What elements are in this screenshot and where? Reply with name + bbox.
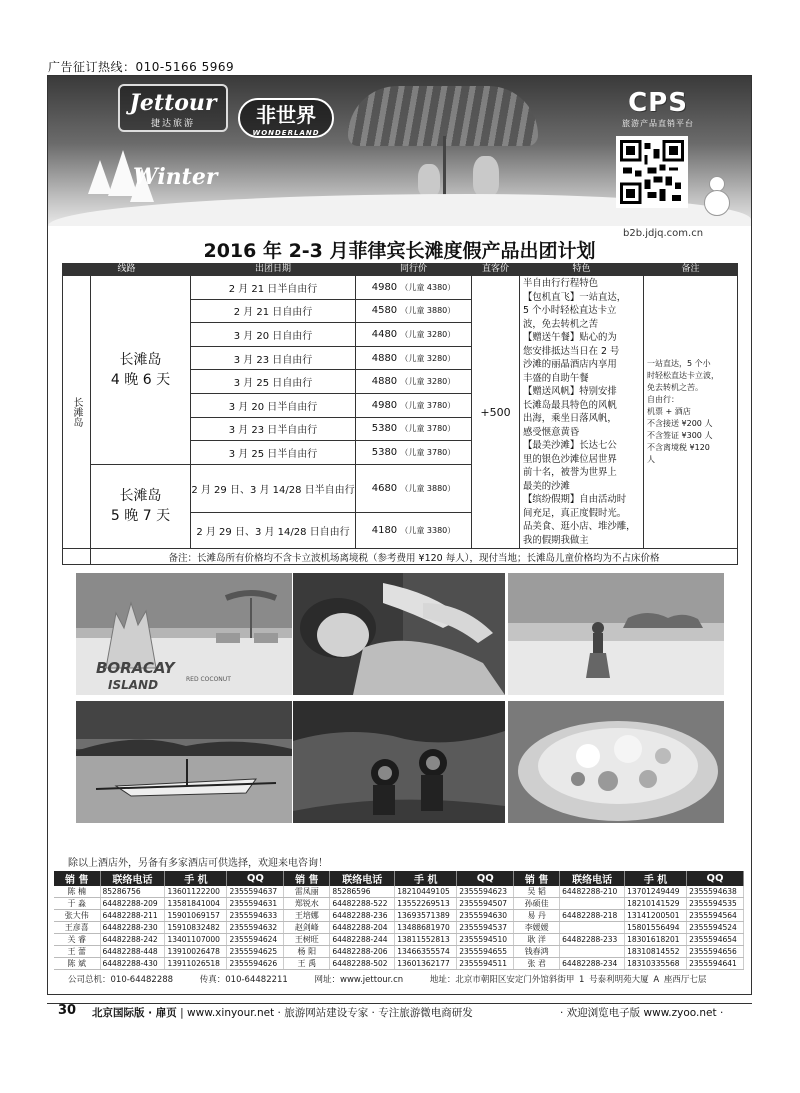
sales-name: 吴 韬	[514, 886, 560, 898]
tour-type: 自由行	[282, 354, 313, 366]
table-note: 备注：长滩岛所有价格均不含卡立波机场离境税（参考费用 ¥120 每人），现付当地；长滩岛儿童价格均为不占床价格	[91, 549, 738, 565]
sales-qq: 2355594510	[457, 934, 514, 946]
route-group-5n7d	[91, 464, 191, 548]
sales-qq: 2355594630	[457, 910, 514, 922]
table-row	[54, 922, 744, 934]
sales-mobile[interactable]: 13701249449	[625, 886, 687, 898]
child-price: （儿童 3280）	[400, 353, 456, 363]
sales-qq: 2355594656	[687, 946, 744, 958]
peer-price	[356, 299, 472, 323]
sales-qq: 2355594537	[457, 922, 514, 934]
footer-divider	[47, 1003, 752, 1004]
sales-phone[interactable]: 64482288-448	[100, 946, 165, 958]
table-row	[63, 276, 738, 300]
peer-price	[356, 513, 472, 549]
sales-name: 王树旺	[284, 934, 330, 946]
sales-contacts-table	[54, 871, 744, 970]
header-features: 特色	[520, 264, 644, 276]
feature-line: 出海，乘坐日落风帆，	[523, 413, 617, 424]
sales-phone[interactable]: 64482288-218	[560, 910, 625, 922]
sales-phone[interactable]: 85286756	[100, 886, 165, 898]
feature-line: 最美的沙滩	[523, 480, 570, 492]
date-text: 3 月 23 日	[233, 354, 283, 366]
tour-type: 自由行	[319, 527, 350, 538]
sales-phone[interactable]: 85286596	[330, 886, 395, 898]
sales-header: 手 机	[625, 871, 687, 886]
departure-date	[191, 346, 356, 370]
table-row	[54, 958, 744, 970]
sales-phone[interactable]	[560, 946, 625, 958]
sales-name: 赵剑峰	[284, 922, 330, 934]
header-peer-price: 同行价	[356, 264, 472, 276]
footer-right-text[interactable]: · 欢迎浏览电子版 www.zyoo.net ·	[560, 1007, 724, 1019]
sales-phone[interactable]: 64482288-522	[330, 898, 395, 910]
departure-date	[191, 323, 356, 347]
date-text: 3 月 25 日	[228, 448, 278, 460]
company-phone[interactable]: 公司总机：010-64482288	[68, 975, 174, 985]
departure-date	[191, 464, 356, 512]
header-remarks: 备注	[644, 264, 738, 276]
photo-sandcastle	[76, 573, 292, 695]
sales-phone[interactable]: 64482288-210	[560, 886, 625, 898]
wonderland-logo-sub: WONDERLAND	[252, 129, 320, 137]
date-text: 2 月 29 日、3 月 14/28 日	[191, 484, 315, 496]
feature-line: 【缤纷假期】自由活动时	[523, 494, 627, 505]
footer-left-text[interactable]: www.xinyour.net · 旅游网站建设专家 · 专注旅游微电商研发	[187, 1007, 473, 1019]
departure-date	[191, 276, 356, 300]
sales-name: 钱春鸿	[514, 946, 560, 958]
sales-mobile[interactable]: 13601362177	[395, 958, 457, 970]
departure-date	[191, 370, 356, 394]
page-number: 30	[58, 1003, 77, 1018]
sales-mobile[interactable]: 15801556494	[625, 922, 687, 934]
child-price: （儿童 3880）	[400, 483, 456, 493]
umbrella-pole	[443, 136, 446, 196]
sales-mobile[interactable]: 13488681970	[395, 922, 457, 934]
remarks-cell	[644, 276, 738, 549]
sales-name: 雷凤丽	[284, 886, 330, 898]
sales-mobile[interactable]: 18310335568	[625, 958, 687, 970]
remark-line: 机票 + 酒店	[647, 407, 691, 416]
remark-line: 时轻松直达卡立波，	[647, 371, 719, 380]
date-text: 2 月 21 日	[233, 307, 283, 319]
sales-header: QQ	[687, 871, 744, 886]
header-direct-price: 直客价	[472, 264, 520, 276]
feature-line: 【赠送午餐】贴心的为	[523, 332, 617, 343]
remark-line: 不含接送 ¥200 人	[647, 419, 713, 428]
route-group-duration: 5 晚 7 天	[110, 508, 171, 525]
price-value: 4980	[371, 281, 398, 293]
sandcastle-text-2: ISLAND	[108, 678, 159, 692]
sales-mobile[interactable]: 18210449105	[395, 886, 457, 898]
sales-qq: 2355594655	[457, 946, 514, 958]
sales-header: 手 机	[165, 871, 227, 886]
child-price: （儿童 3780）	[400, 424, 456, 434]
footer-left	[92, 1005, 473, 1020]
cps-logo-text: CPS	[628, 88, 688, 118]
publication-name: 北京国际版 · 扉页	[92, 1007, 177, 1019]
tour-type: 自由行	[282, 378, 313, 390]
sales-phone[interactable]: 64482288-242	[100, 934, 165, 946]
page-title: 2016 年 2-3 月菲律宾长滩度假产品出团计划	[203, 240, 596, 262]
peer-price	[356, 464, 472, 512]
note-row	[63, 549, 738, 565]
sales-mobile[interactable]: 13693571389	[395, 910, 457, 922]
sales-qq: 2355594625	[227, 946, 284, 958]
sandcastle-text-3: RED COCONUT	[186, 676, 231, 683]
sales-qq: 2355594632	[227, 922, 284, 934]
route-group-duration: 4 晚 6 天	[110, 371, 171, 388]
sales-mobile[interactable]: 13581841004	[165, 898, 227, 910]
route-group-name: 长滩岛	[119, 488, 162, 505]
sales-mobile[interactable]: 13910026478	[165, 946, 227, 958]
company-contact-line	[68, 973, 738, 985]
sales-name: 陈 斌	[54, 958, 100, 970]
feature-line: 半自由行行程特色	[523, 278, 599, 289]
price-value: 4580	[371, 305, 398, 317]
child-price: （儿童 3880）	[400, 306, 456, 316]
sales-header: QQ	[457, 871, 514, 886]
sales-qq: 2355594623	[457, 886, 514, 898]
sales-phone[interactable]: 64482288-211	[100, 910, 165, 922]
sales-name: 陈 楠	[54, 886, 100, 898]
sales-header: 联络电话	[330, 871, 395, 886]
child-price: （儿童 3780）	[400, 400, 456, 410]
advertisement-frame	[47, 75, 752, 995]
sales-name: 郑锐水	[284, 898, 330, 910]
cps-logo[interactable]	[610, 88, 706, 129]
feature-line: 沙滩的丽晶酒店内享用	[523, 359, 617, 370]
table-header-row	[63, 264, 738, 276]
photo-spa-massage	[293, 573, 505, 695]
company-address: 地址：北京市朝阳区安定门外馆斜街甲 1 号泰利明苑大厦 A 座西厅七层	[429, 975, 707, 985]
sales-name: 关 睿	[54, 934, 100, 946]
feature-line: 【包机直飞】一站直达，	[523, 291, 627, 303]
beach-person-image	[418, 164, 440, 196]
peer-price	[356, 346, 472, 370]
sales-mobile[interactable]: 13466355574	[395, 946, 457, 958]
sales-mobile[interactable]: 18310814552	[625, 946, 687, 958]
sales-mobile[interactable]: 13601122200	[165, 886, 227, 898]
banner	[48, 76, 751, 226]
child-price: （儿童 3780）	[400, 447, 456, 457]
sales-name: 张 君	[514, 958, 560, 970]
remark-line: 不含签证 ¥300 人	[647, 431, 713, 440]
sales-name: 孙硕佳	[514, 898, 560, 910]
sales-phone[interactable]: 64482288-244	[330, 934, 395, 946]
feature-line: 【赠送风帆】特别安排	[523, 386, 617, 397]
photo-beach-woman	[508, 573, 724, 695]
sales-mobile[interactable]: 13401107000	[165, 934, 227, 946]
sales-name: 于 淼	[54, 898, 100, 910]
photo-boat	[76, 701, 292, 823]
jettour-logo-text: Jettour	[129, 90, 217, 116]
sales-qq: 2355594564	[687, 910, 744, 922]
sales-mobile[interactable]: 15910832482	[165, 922, 227, 934]
wonderland-logo[interactable]	[238, 98, 334, 138]
sales-qq: 2355594624	[227, 934, 284, 946]
company-website[interactable]: 网址：www.jettour.cn	[314, 975, 404, 985]
peer-price	[356, 370, 472, 394]
feature-line: 波，免去转机之苦	[523, 318, 599, 330]
sales-mobile[interactable]: 13552269513	[395, 898, 457, 910]
remark-line: 一站直达，5 个小	[647, 359, 711, 368]
peer-price	[356, 276, 472, 300]
sales-qq: 2355594654	[687, 934, 744, 946]
departure-date	[191, 513, 356, 549]
price-value: 4880	[371, 352, 398, 364]
peer-price	[356, 393, 472, 417]
sales-phone[interactable]: 64482288-233	[560, 934, 625, 946]
price-value: 4180	[371, 525, 398, 536]
tour-type: 半自由行	[277, 401, 318, 413]
feature-line: 【最美沙滩】长达七公	[523, 440, 617, 451]
feature-line: 您安排抵达当日在 2 号	[523, 345, 620, 357]
sales-phone[interactable]	[560, 898, 625, 910]
feature-line: 我的假期我做主	[523, 534, 589, 546]
direct-price: +500	[472, 276, 520, 549]
feature-line: 5 个小时轻松直达卡立	[523, 305, 617, 316]
tour-schedule-table	[62, 263, 738, 565]
photo-dessert	[508, 701, 724, 823]
b2b-url[interactable]: b2b.jdjq.com.cn	[623, 228, 704, 239]
date-text: 3 月 23 日	[228, 425, 278, 437]
feature-line: 间充足，真正度假时光。	[523, 507, 627, 519]
child-price: （儿童 3280）	[400, 377, 456, 387]
sales-header: 联络电话	[560, 871, 625, 886]
price-value: 4880	[371, 376, 398, 388]
footer-separator: |	[180, 1007, 188, 1019]
note-blank	[63, 549, 91, 565]
sales-mobile[interactable]: 18210141529	[625, 898, 687, 910]
date-text: 2 月 21 日	[228, 283, 278, 295]
table-row	[54, 934, 744, 946]
sales-name: 张大伟	[54, 910, 100, 922]
sales-header-row	[54, 871, 744, 886]
child-price: （儿童 4380）	[400, 282, 456, 292]
tour-type: 自由行	[282, 330, 313, 342]
sales-qq: 2355594631	[227, 898, 284, 910]
sales-qq: 2355594524	[687, 922, 744, 934]
sales-phone[interactable]: 64482288-502	[330, 958, 395, 970]
departure-date	[191, 393, 356, 417]
feature-line: 感受惬意黄昏	[523, 426, 580, 438]
remark-line: 人	[647, 455, 655, 464]
sales-qq: 2355594641	[687, 958, 744, 970]
sales-phone[interactable]: 64482288-234	[560, 958, 625, 970]
cps-logo-sub: 旅游产品直销平台	[622, 119, 694, 128]
route-main: 长滩岛	[63, 276, 91, 549]
tour-type: 半自由行	[277, 448, 318, 460]
sales-mobile[interactable]: 18301618201	[625, 934, 687, 946]
sales-phone[interactable]: 64482288-430	[100, 958, 165, 970]
tour-type: 半自由行	[277, 425, 318, 437]
peer-price	[356, 323, 472, 347]
sales-qq: 2355594626	[227, 958, 284, 970]
sales-qq: 2355594638	[687, 886, 744, 898]
sales-name: 王 禹	[284, 958, 330, 970]
peer-price	[356, 417, 472, 441]
child-price: （儿童 3280）	[400, 329, 456, 339]
sales-phone[interactable]: 64482288-206	[330, 946, 395, 958]
sales-mobile[interactable]: 13811552813	[395, 934, 457, 946]
sales-name: 王 蕾	[54, 946, 100, 958]
sandcastle-text-1: BORACAY	[96, 659, 175, 677]
ad-hotline: 广告征订热线：010-5166 5969	[48, 60, 235, 74]
remark-line: 不含离境税 ¥120	[647, 443, 710, 452]
sales-name: 王彦喜	[54, 922, 100, 934]
sales-header: 销 售	[54, 871, 100, 886]
price-value: 4680	[371, 482, 398, 494]
jettour-logo-sub: 捷达旅游	[150, 119, 195, 129]
price-value: 4480	[371, 328, 398, 340]
sales-name: 王培娜	[284, 910, 330, 922]
sales-phone[interactable]: 64482288-230	[100, 922, 165, 934]
features-cell	[520, 276, 644, 549]
snowman-icon	[704, 176, 730, 216]
peer-price	[356, 441, 472, 465]
sales-qq: 2355594507	[457, 898, 514, 910]
header-date: 出团日期	[191, 264, 356, 276]
date-text: 3 月 20 日	[228, 401, 278, 413]
remark-line: 自由行：	[647, 395, 679, 404]
sales-name: 李媛媛	[514, 922, 560, 934]
route-group-4n6d	[91, 276, 191, 465]
company-fax: 传真：010-64482211	[199, 975, 288, 985]
wonderland-logo-text: 非世界	[256, 103, 316, 127]
sales-qq: 2355594633	[227, 910, 284, 922]
sales-header: 销 售	[514, 871, 560, 886]
sales-intro: 除以上酒店外，另备有多家酒店可供选择，欢迎来电咨询！	[68, 858, 328, 869]
feature-line: 前十名，被誉为世界上	[523, 467, 617, 478]
sales-mobile[interactable]: 15901069157	[165, 910, 227, 922]
departure-date	[191, 441, 356, 465]
sales-name: 杨 阳	[284, 946, 330, 958]
table-row	[54, 946, 744, 958]
price-value: 4980	[371, 399, 398, 411]
table-row	[54, 910, 744, 922]
jettour-logo[interactable]	[118, 84, 228, 132]
sales-qq: 2355594535	[687, 898, 744, 910]
departure-date	[191, 417, 356, 441]
table-row	[54, 886, 744, 898]
sales-header: 销 售	[284, 871, 330, 886]
sales-header: QQ	[227, 871, 284, 886]
beach-person-image	[473, 156, 499, 196]
sales-phone[interactable]: 64482288-204	[330, 922, 395, 934]
winter-text: Winter	[133, 164, 218, 190]
tour-type: 半自由行	[277, 283, 318, 295]
header-route: 线路	[63, 264, 191, 276]
price-value: 5380	[371, 446, 398, 458]
table-row	[54, 898, 744, 910]
sales-phone[interactable]: 64482288-209	[100, 898, 165, 910]
route-group-name: 长滩岛	[119, 351, 162, 368]
date-text: 3 月 25 日	[233, 378, 283, 390]
date-text: 3 月 20 日	[233, 330, 283, 342]
date-text: 2 月 29 日、3 月 14/28 日	[196, 527, 320, 538]
child-price: （儿童 3380）	[400, 526, 456, 535]
price-value: 5380	[371, 423, 398, 435]
departure-date	[191, 299, 356, 323]
sales-name: 易 丹	[514, 910, 560, 922]
sales-header: 联络电话	[100, 871, 165, 886]
sales-mobile[interactable]: 13141200501	[625, 910, 687, 922]
qr-code-icon[interactable]	[616, 136, 688, 208]
feature-line: 长滩岛最具特色的风帆	[523, 399, 617, 411]
feature-line: 品美食、逛小店、堆沙雕，	[523, 521, 636, 532]
sales-phone[interactable]	[560, 922, 625, 934]
photo-scuba-divers	[293, 701, 505, 823]
sales-header: 手 机	[395, 871, 457, 886]
feature-line: 丰盛的自助午餐	[523, 372, 589, 384]
sales-phone[interactable]: 64482288-236	[330, 910, 395, 922]
tour-type: 自由行	[282, 307, 313, 319]
remark-line: 免去转机之苦。	[647, 383, 703, 392]
sales-qq: 2355594637	[227, 886, 284, 898]
feature-line: 里的银色沙滩位居世界	[523, 453, 617, 465]
sales-qq: 2355594511	[457, 958, 514, 970]
sales-name: 耿 洋	[514, 934, 560, 946]
sales-mobile[interactable]: 13911026518	[165, 958, 227, 970]
tour-type: 半自由行	[314, 484, 355, 496]
